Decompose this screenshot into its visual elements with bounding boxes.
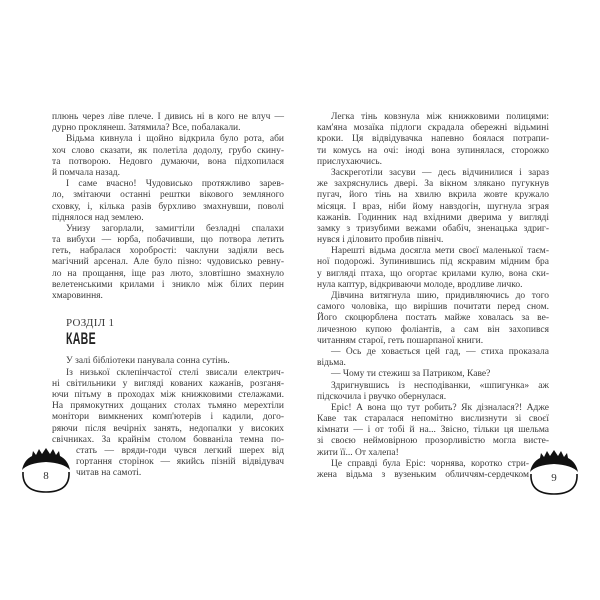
text-line: кажанів. Годинник над вхідними дверима у вигляді bbox=[317, 212, 549, 223]
page-number-ornament-right bbox=[526, 450, 582, 498]
text-line: магічний арсенал. Але було пізно: чудовисько ревну- bbox=[52, 257, 284, 268]
text-line: ряючи після вечірніх занять, недопалки у високих bbox=[52, 423, 284, 434]
page-number-ornament-left bbox=[18, 448, 74, 496]
text-line: гортання сторінок — якийсь пізній відвідувач bbox=[76, 457, 284, 468]
paragraph bbox=[317, 347, 549, 369]
page-number: 8 bbox=[43, 470, 49, 482]
text-line: у вигляді птаха, що огортає крилами кулю, вона ски- bbox=[317, 268, 549, 279]
text-line: Еріс! А вона що тут робить? Як дізналася?! Адже bbox=[331, 402, 549, 413]
text-line: ти комусь на очі: іноді вона зупинялася, сторожко bbox=[317, 145, 549, 156]
text-line: Це справді була Еріс: чорнява, коротко стри- bbox=[331, 458, 529, 469]
text-line: жена відьма з вузеньким обличчям-сердечком bbox=[317, 470, 529, 480]
text-line: Заскреготіли засуви — десь відчинилися і зараз bbox=[331, 167, 549, 178]
paragraph bbox=[52, 368, 284, 480]
text-line: Легка тінь ковзнула між книжковими полицями: bbox=[331, 112, 549, 122]
text-line: Відьма кивнула і щойно відкрила було рота, аби bbox=[66, 134, 284, 145]
text-line: місяця. І враз, ніби йому навздогін, шугнула зграя bbox=[317, 201, 549, 212]
text-line: зі своєю неймовірною прозорливістю могла висте- bbox=[317, 436, 549, 447]
right-page bbox=[317, 112, 549, 481]
text-line: замку з тризубими вежами обабіч, зненацька здриг- bbox=[317, 223, 549, 234]
paragraph bbox=[317, 381, 549, 403]
paragraph bbox=[317, 369, 549, 380]
chapter-title: КАВЕ bbox=[66, 329, 96, 349]
paragraph bbox=[52, 356, 284, 367]
text-line: кам'яна мозаїка підлоги скрадала обережні відьмині bbox=[317, 123, 549, 134]
chapter-body bbox=[52, 356, 284, 479]
text-line: Нарешті відьма досягла мети своєї маленької таєм- bbox=[331, 246, 549, 257]
text-line: личезною купою фоліантів, а сам він захопився bbox=[317, 324, 549, 335]
page-number: 9 bbox=[551, 472, 557, 484]
text-line: Його скоцюрблена постать майже ховалась за ве- bbox=[317, 313, 549, 324]
text-line: кроки. Ця відвідувачка напевно боялася потрапи- bbox=[317, 134, 549, 145]
text-line: нула каптур, відкриваючи молоде, вродливе личко. bbox=[317, 279, 523, 290]
text-line: Унизу загорлали, замигтіли безладні спалахи bbox=[66, 223, 284, 234]
text-line: Дівчина витягнула шию, придивляючись до того bbox=[331, 291, 549, 301]
text-line: монітори вимкнених комп'ютерів і кадили, дого- bbox=[52, 412, 284, 423]
text-line: ло на прощання, іще раз люто, зловтішно змахнуло bbox=[52, 268, 284, 279]
paragraph bbox=[52, 179, 284, 224]
text-line: пугач, його тінь на хвилю вкрила жовте кружало bbox=[317, 190, 549, 201]
left-page bbox=[52, 112, 284, 479]
text-line: Із низької склепінчастої стелі звисали електрич- bbox=[66, 367, 284, 378]
text-line: велетенськими крилами і зникло між білих перин bbox=[52, 279, 284, 290]
text-line: хмаровиння. bbox=[52, 291, 103, 301]
text-line: Каве так старалася непомітно вислизнути зі своєї bbox=[317, 414, 549, 425]
paragraph bbox=[317, 112, 549, 168]
text-line: У залі бібліотеки панувала сонна сутінь. bbox=[66, 356, 230, 367]
text-line: читанням старої, геть пошарпаної книги. bbox=[317, 335, 484, 346]
chapter-heading bbox=[52, 316, 284, 348]
text-line: — Ось де ховається цей гад, — стиха проказала bbox=[331, 346, 549, 357]
left-page-body bbox=[52, 112, 284, 302]
paragraph bbox=[52, 134, 284, 179]
chapter-number: РОЗДІЛ 1 bbox=[66, 317, 115, 330]
paragraph bbox=[317, 459, 549, 481]
text-line: На прямокутних дощаних столах тьмяно мерехтіли bbox=[52, 401, 284, 412]
text-line: й помчала назад. bbox=[52, 167, 121, 178]
text-line: відьма. bbox=[317, 358, 346, 369]
text-line: нувся і діловито пробив північ. bbox=[317, 235, 444, 246]
text-line: самого чоловіка, що вирішив почитати перед сном. bbox=[317, 302, 549, 313]
text-line: свічниках. За крайнім столом бовваніла темна по- bbox=[52, 434, 284, 445]
text-line: сховку, і, кілька разів бурхливо змахнувши, поволі bbox=[52, 201, 284, 212]
paragraph bbox=[317, 246, 549, 291]
text-line: — Чому ти стежиш за Патриком, Каве? bbox=[331, 369, 491, 380]
text-line: Здригнувшись із несподіванки, «шпигунка» аж bbox=[331, 380, 549, 391]
text-line: прислухаючись. bbox=[317, 156, 382, 167]
paragraph bbox=[317, 168, 549, 246]
paragraph bbox=[317, 403, 549, 459]
text-line: дурно проклянеш. Затямила? Все, побалакали. bbox=[52, 123, 241, 134]
text-line: ючи пітьму в проходах між книжковими стелажами. bbox=[52, 389, 284, 400]
text-line: жити її... От халепа! bbox=[317, 447, 399, 458]
text-line: читав на самоті. bbox=[76, 468, 142, 479]
paragraph bbox=[52, 224, 284, 302]
text-line: геть, набралася хоробрості: чаклуни задіяли весь bbox=[52, 246, 284, 257]
text-line: хоч слово сказати, як полетіла додолу, грубо скину- bbox=[52, 145, 284, 156]
text-line: І саме вчасно! Чудовисько протяжливо зарев- bbox=[66, 179, 284, 190]
text-line: стать — вряди-годи чувся легкий шерех від bbox=[76, 445, 284, 456]
text-line: піднялося над землею. bbox=[52, 212, 144, 223]
text-line: підскочила і рвучко обернулася. bbox=[317, 391, 447, 402]
text-line: та вибухи — юрба, побачивши, що потвора летить bbox=[52, 235, 284, 246]
text-line: же захряснулись двері. За вікном злякано пугукнув bbox=[317, 179, 549, 190]
text-line: ні світильники у вигляді кованих кажанів, розганя- bbox=[52, 378, 284, 389]
paragraph bbox=[317, 291, 549, 347]
text-line: ної подорожі. Зупинившись під яскравим мідним бра bbox=[317, 257, 549, 268]
text-line: та потворою. Недовго думаючи, вона підхопилася bbox=[52, 156, 284, 167]
right-page-body bbox=[317, 112, 549, 481]
text-line: ло, змітаючи останні рештки вікового земляного bbox=[52, 190, 284, 201]
paragraph bbox=[52, 112, 284, 134]
text-line: плюнь через ліве плече. І дивись ні в кого не влуч — bbox=[52, 112, 284, 122]
text-line: кімнати — і от тобі й на... Звісно, тільки ця шельма bbox=[317, 425, 549, 436]
